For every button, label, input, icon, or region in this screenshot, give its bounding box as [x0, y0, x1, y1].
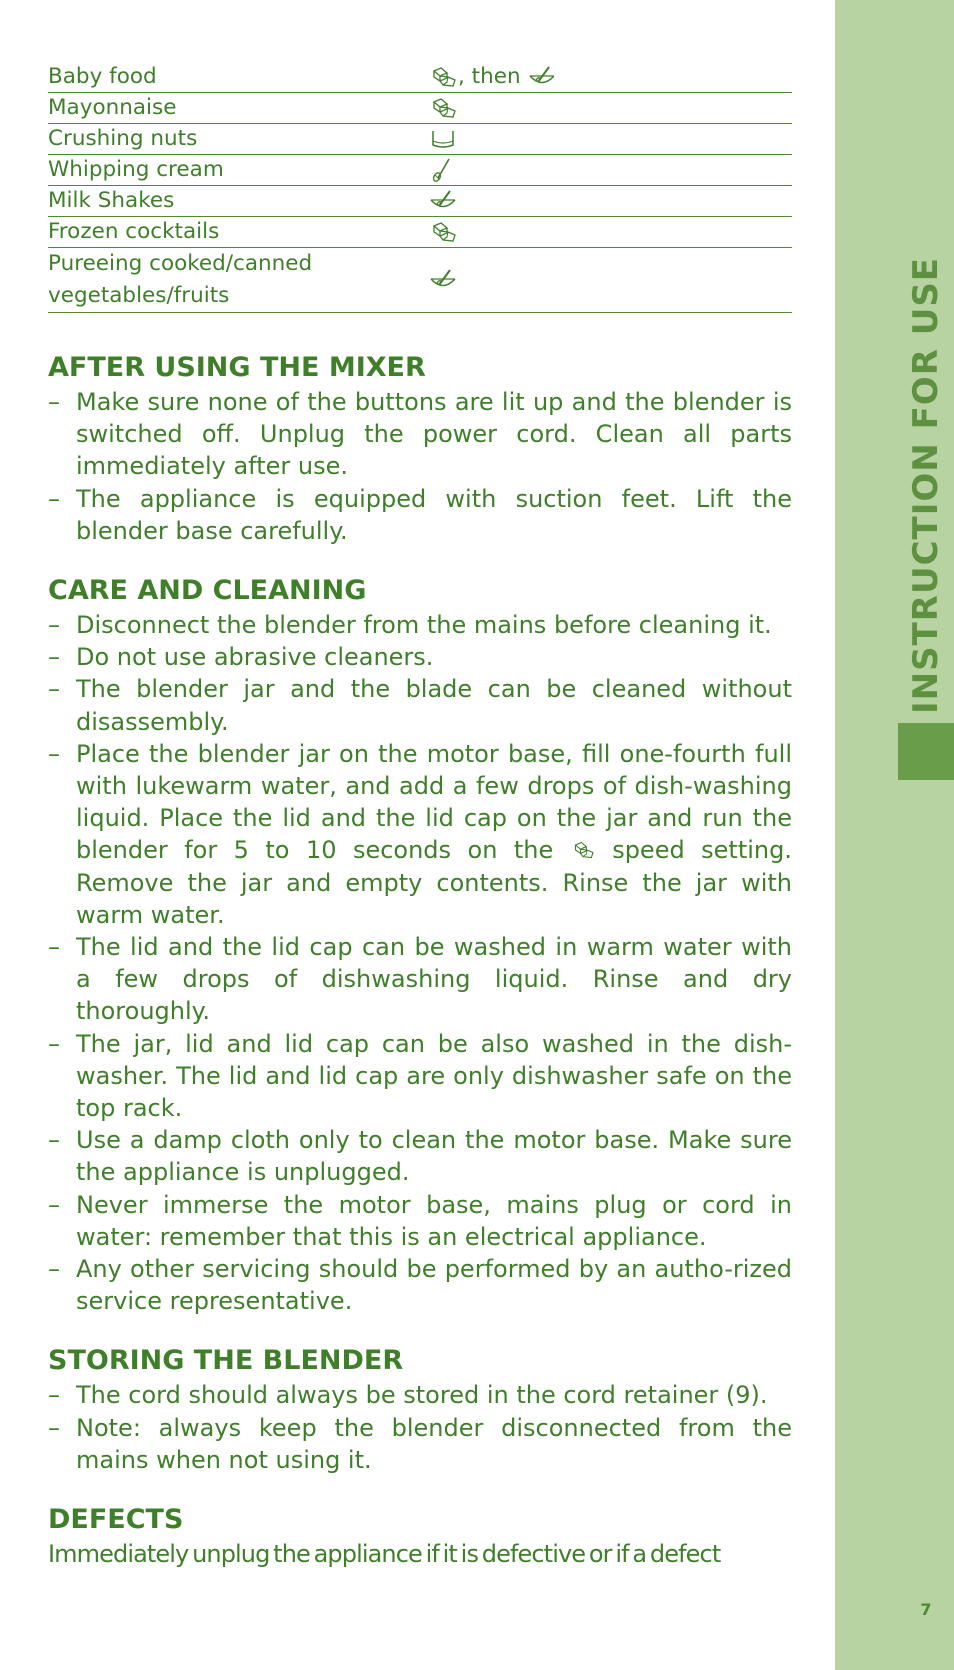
defects-text: Immediately unplug the appliance if it is defective or if a defect [48, 1540, 721, 1569]
sidebar-tab-marker [898, 723, 954, 780]
ice-crush-icon [428, 65, 458, 89]
food-line: Pureeing cooked/canned [48, 251, 313, 276]
puree-icon [527, 65, 557, 89]
list-item: – Disconnect the blender from the mains before cleaning it. [48, 609, 792, 641]
ice-crush-icon [570, 840, 596, 860]
table-row [48, 248, 792, 313]
bowl-icon [428, 127, 458, 151]
table-row [48, 93, 792, 124]
list-item: – The cord should always be stored in the cord retainer (9). [48, 1379, 792, 1411]
manual-content [48, 350, 792, 1596]
ice-crush-icon [428, 220, 458, 244]
item-text: speed setting. Remove the jar and empty contents. Rinse the jar with warm water. [76, 836, 792, 929]
list-item: – Make sure none of the buttons are lit up and the blender is switched off. Unplug the power cord. Clean all parts immediately after use. [48, 386, 792, 483]
list-item: – Note: always keep the blender disconnected from the mains when not using it. [48, 1412, 792, 1476]
puree-icon [428, 189, 458, 213]
list-item [48, 738, 792, 931]
food-cell: Whipping cream [48, 155, 428, 186]
speed-cell [428, 62, 792, 93]
whisk-icon [428, 158, 458, 182]
list-item: – Any other servicing should be performed by an autho-rized service representative. [48, 1253, 792, 1317]
list-item: – Never immerse the motor base, mains plug or cord in water: remember that this is an electrical appliance. [48, 1189, 792, 1253]
food-cell: Mayonnaise [48, 93, 428, 124]
section-heading: CARE AND CLEANING [48, 575, 367, 607]
speed-cell [428, 186, 792, 217]
section-heading: DEFECTS [48, 1504, 184, 1536]
food-cell: Milk Shakes [48, 186, 428, 217]
list-item: – The blender jar and the blade can be cleaned without disassembly. [48, 673, 792, 737]
then-text: , then [458, 64, 521, 89]
list-item: – The appliance is equipped with suction feet. Lift the blender base carefully. [48, 483, 792, 547]
care-section [48, 573, 792, 1317]
list-item: – Use a damp cloth only to clean the motor base. Make sure the appliance is unplugged. [48, 1124, 792, 1188]
sidebar-title: INSTRUCTION FOR USE [906, 256, 946, 714]
bullet-list [48, 609, 792, 1317]
page-number: 7 [920, 1600, 932, 1619]
speed-cell [428, 124, 792, 155]
bullet-list [48, 386, 792, 547]
section-heading: AFTER USING THE MIXER [48, 352, 426, 383]
food-line: vegetables/fruits [48, 283, 230, 308]
table-row [48, 124, 792, 155]
item-text: Place the blender jar on the motor base, fill one-fourth full with lukewarm water, and add a few drops of dish-washing liquid. Place the lid and the lid cap on the jar and run the blender for 5 to 10 seconds on the [76, 739, 792, 865]
defects-section [48, 1502, 792, 1570]
table-row [48, 186, 792, 217]
section-heading: STORING THE BLENDER [48, 1345, 404, 1377]
list-item: – The lid and the lid cap can be washed in warm water with a few drops of dishwashing liquid. Rinse and dry thoroughly. [48, 931, 792, 1028]
after-using-section [48, 350, 792, 547]
list-item: – Do not use abrasive cleaners. [48, 641, 792, 673]
puree-icon [428, 268, 458, 292]
speed-cell [428, 155, 792, 186]
speed-cell [428, 93, 792, 124]
table-row [48, 217, 792, 248]
table-row [48, 155, 792, 186]
food-cell [48, 248, 428, 313]
speed-cell [428, 248, 792, 313]
speed-table [48, 62, 792, 313]
bullet-list [48, 1379, 792, 1476]
list-item: – The jar, lid and lid cap can be also washed in the dish-washer. The lid and lid cap are only dishwasher safe on the top rack. [48, 1028, 792, 1125]
storing-section [48, 1343, 792, 1476]
food-cell: Frozen cocktails [48, 217, 428, 248]
speed-cell [428, 217, 792, 248]
ice-crush-icon [428, 96, 458, 120]
sidebar [835, 0, 954, 1670]
table-row [48, 62, 792, 93]
food-cell: Baby food [48, 62, 428, 93]
food-cell: Crushing nuts [48, 124, 428, 155]
